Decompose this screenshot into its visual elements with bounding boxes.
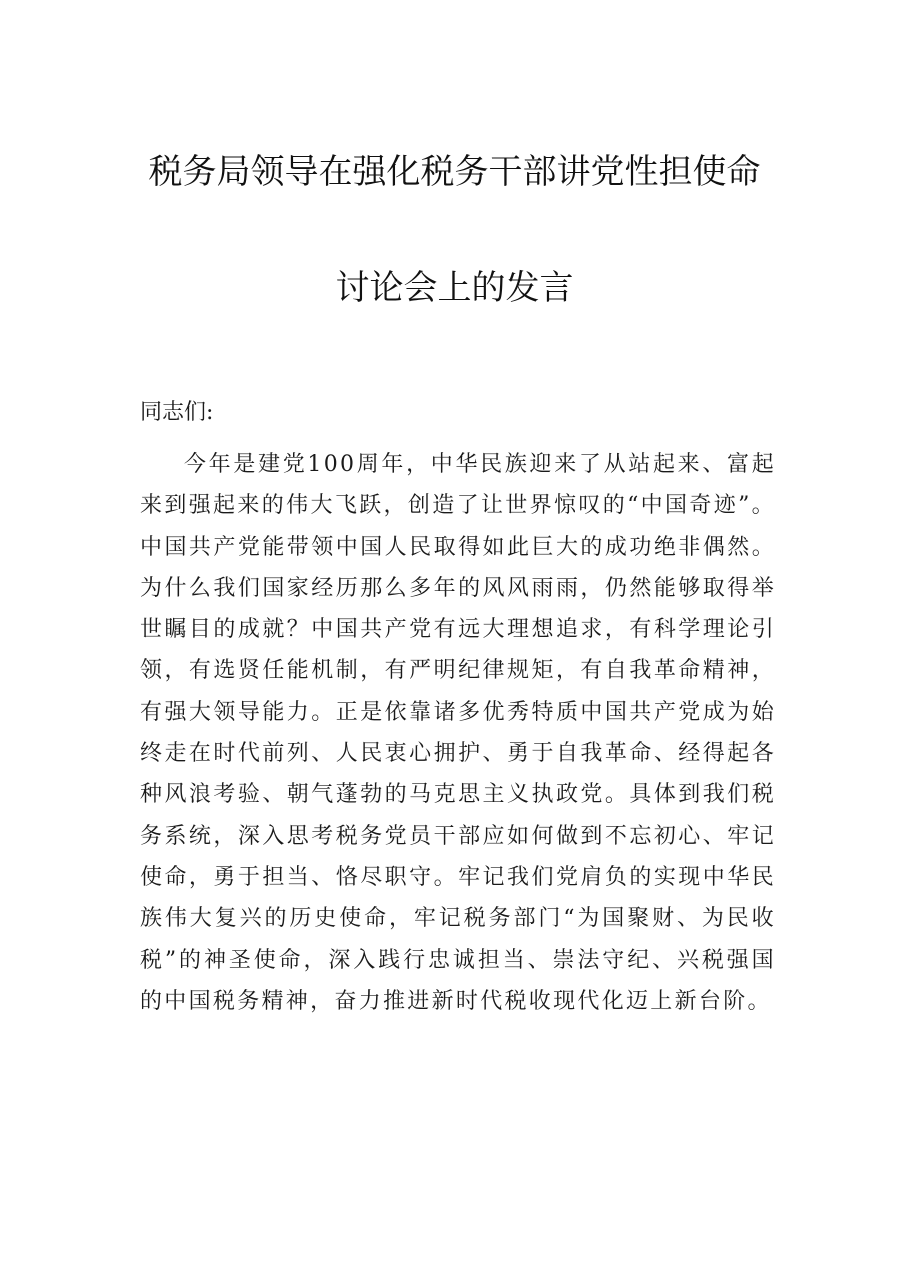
document-title-line-2: 讨论会上的发言	[335, 268, 574, 308]
body-paragraph: 今年是建党100周年，中华民族迎来了从站起来、富起来到强起来的伟大飞跃，创造了让世界惊叹的“中国奇迹”。中国共产党能带领中国人民取得如此巨大的成功绝非偶然。为什么我们国家经历那么多年的风风雨雨，仍然能够取得举世瞩目的成就？中国共产党有远大理想追求，有科学理论引领，有选贤任能机制，有严明纪律规矩，有自我革命精神，有强大领导能力。正是依靠诸多优秀特质中国共产党成为始终走在时代前列、人民衷心拥护、勇于自我革命、经得起各种风浪考验、朝气蓬勃的马克思主义执政党。具体到我们税务系统，深入思考税务党员干部应如何做到不忘初心、牢记使命，勇于担当、恪尽职守。牢记我们党肩负的实现中华民族伟大复兴的历史使命，牢记税务部门“为国聚财、为民收税”的神圣使命，深入践行忠诚担当、崇法守纪、兴税强国的中国税务精神，奋力推进新时代税收现代化迈上新台阶。	[140, 452, 776, 1014]
salutation: 同志们:	[140, 400, 214, 425]
document-title-line-1: 税务局领导在强化税务干部讲党性担使命	[148, 152, 761, 192]
